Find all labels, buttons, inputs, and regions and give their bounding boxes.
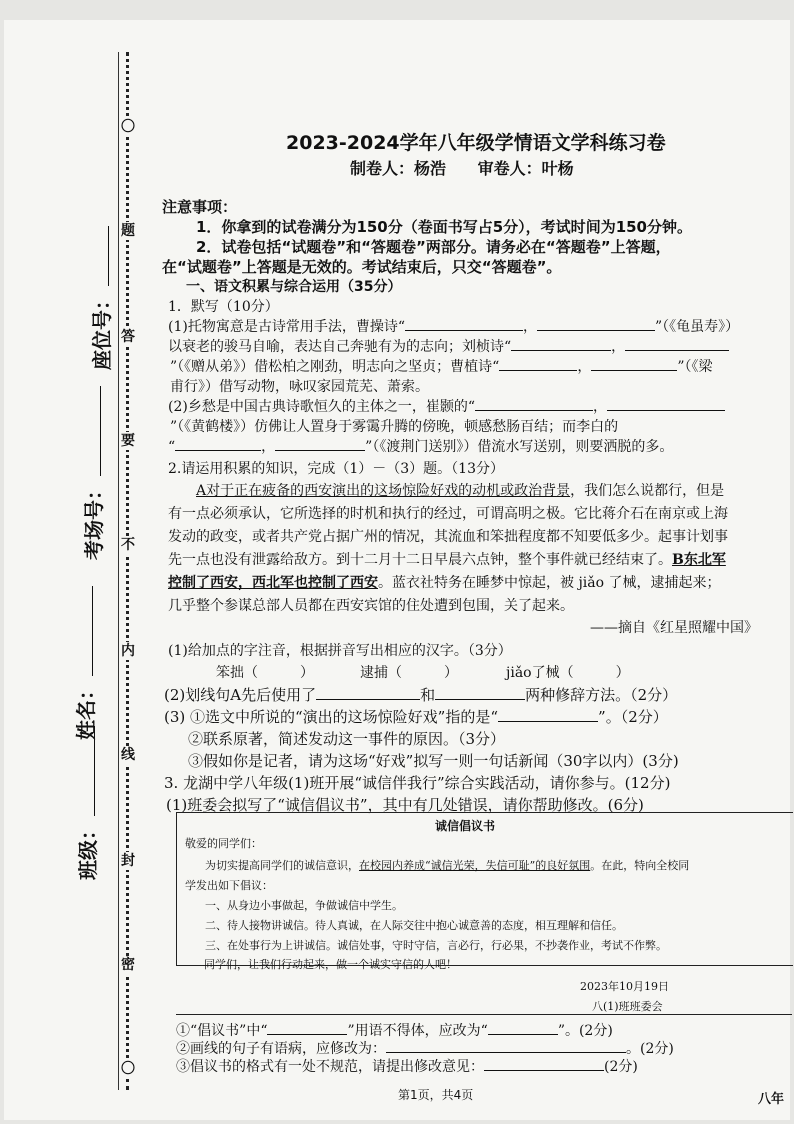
question-1-2-line-c: “ ， ”（《渡荆门送别》）借流水写送别，则要洒脱的多。 [168,439,674,455]
passage-line-3: 发动的政变，或者共产党占据广州的情况，其流血和笨拙程度都不知要低多少。起事计划事 [168,529,728,545]
proposal-item-2: 二、待人接物讲诚信。待人真诚，在人际交往中抱心诚意善的态度，相互理解和信任。 [205,919,623,932]
proposal-item-3: 三、在处事行为上讲诚信。诚信处事，守时守信，言必行，行必果，不抄袭作业，考试不作弊。 [205,939,667,952]
spine-char: 密 [121,957,135,973]
passage-line-4: 先一点也没有泄露给敌方。到十二月十二日早晨六点钟，整个事件就已经结束了。B东北军 [168,552,726,568]
exam-authors [350,156,600,179]
question-2-2: (2)划线句A先后使用了 和 两种修辞方法。（2分） [164,686,678,704]
proposal-intro: 为切实提高同学们的诚信意识，在校园内养成“诚信光荣，失信可耻”的良好氛围。在此，特向全校同 [205,859,690,872]
proposal-signer: 八(1)班班委会 [592,1000,663,1013]
page-number: 第1页，共4页 [398,1088,474,1102]
passage-line-2: 有一点必须承认，它所选择的时机和执行的经过，可谓高明之极。它比蒋介石在南京或上海 [168,506,728,522]
proposal-box [176,812,793,966]
reviewer-label: 审卷人：叶杨 [477,159,574,178]
word-1: 笨拙（ ） [216,665,314,681]
section-heading: 一、语文积累与综合运用（35分） [186,279,402,295]
seat-number-label: 座位号： [86,226,115,370]
question-1-2-line-b: ”（《黄鹤楼》）仿佛让人置身于雾霭升腾的傍晚，顿感愁肠百结；而李白的 [170,419,619,435]
question-2-3-b: ②联系原著，简述发动这一事件的原因。（3分） [188,730,506,748]
passage-line-5: 控制了西安，西北军也控制了西安。蓝衣社特务在睡梦中惊起，被 jiǎo 了械，逮捕起来； [168,575,721,591]
page-title: 2023-2024学年八年级学情语文学科练习卷 [286,132,666,154]
passage-line-1: A对于正在疲备的西安演出的这场惊险好戏的动机或政治背景，我们怎么说都行，但是 [196,483,725,499]
corner-text: 八年 [758,1092,785,1107]
spine-char: 线 [121,747,135,763]
notice-item-1: 1．你拿到的试卷满分为150分（卷面书写占5分），考试时间为150分钟。 [196,218,692,236]
question-2-3-c: ③假如你是记者，请为这场“好戏”拟写一则一句话新闻（30字以内）(3分) [188,752,679,770]
name-label: 姓名： [70,586,99,740]
question-3-1-a: ①“倡议书”中“ ”用语不得体，应改为“ ”。(2分) [176,1023,613,1039]
proposal-date: 2023年10月19日 [580,980,669,993]
spine-char: 不 [121,537,135,553]
notice-heading: 注意事项： [162,198,238,216]
word-2: 逮捕（ ） [360,665,458,681]
proposal-closing: 同学们，让我们行动起来，做一个诚实守信的人吧！ [204,958,457,971]
notice-item-2-cont: 在“试题卷”上答题是无效的。考试结束后，只交“答题卷”。 [162,258,562,276]
spine-char: 答 [121,329,135,345]
question-1-2-line-a: (2)乡愁是中国古典诗歌恒久的主体之一，崔颢的“ ， [168,396,725,416]
spine-char: 〇 [121,119,135,135]
spine-char: 〇 [121,1061,135,1077]
question-1-1-line-c: ”（《赠从弟》）借松柏之刚劲，明志向之坚贞；曹植诗“ ， ”（《梁 [170,359,713,375]
spine-char: 题 [121,223,135,239]
spine-dots [126,52,129,1090]
passage-source: ——摘自《红星照耀中国》 [590,620,758,636]
question-3: 3. 龙湖中学八年级(1)班开展“诚信伴我行”综合实践活动，请你参与。(12分) [164,774,671,792]
spine-char: 内 [121,643,135,659]
proposal-intro-cont: 学发出如下倡议： [185,879,273,892]
question-3-1-b: ②画线的句子有语病，应修改为： 。(2分) [176,1041,674,1057]
spine-rule [118,52,119,1090]
passage-line-6: 几乎整个参谋总部人员都在西安宾馆的住处遭到包围，关了起来。 [168,598,574,614]
word-3: jiǎo了械（ ） [506,665,630,681]
spine-char: 封 [121,853,135,869]
notice-item-2: 2．试卷包括“试题卷”和“答题卷”两部分。请务必在“答题卷”上答题， [196,238,671,256]
question-3-1: (1)班委会拟写了“诚信倡议书”，其中有几处错误，请你帮助修改。(6分) [166,796,644,814]
proposal-box-bottom [176,1014,792,1015]
proposal-greeting: 敬爱的同学们： [185,837,262,850]
question-2-3-a: (3) ①选文中所说的“演出的这场惊险好戏”指的是“ ”。（2分） [164,708,668,726]
question-1-1-line-b: 以衰老的骏马自喻，表达自己奔驰有为的志向；刘桢诗“ ， [168,336,729,356]
question-1-1-line-d: 甫行》）借写动物，咏叹家园荒芜、萧索。 [170,379,429,395]
room-number-label: 考场号： [78,386,107,560]
proposal-title: 诚信倡议书 [435,819,496,833]
question-3-1-c: ③倡议书的格式有一处不规范，请提出修改意见： (2分) [176,1059,638,1075]
proposal-item-1: 一、从身边小事做起，争做诚信中学生。 [205,899,403,912]
maker-label: 制卷人：杨浩 [350,159,447,178]
question-2-1: (1)给加点的字注音，根据拼音写出相应的汉字。（3分） [168,643,512,659]
question-1-1-line-a: (1)托物寓意是古诗常用手法，曹操诗“ ， ”（《龟虽寿》） [168,319,740,335]
question-1: 1．默写（10分） [168,299,279,315]
binding-line [118,52,138,1090]
class-label: 班级： [72,726,101,880]
spine-char: 要 [121,433,135,449]
question-2: 2.请运用积累的知识，完成（1）－（3）题。（13分） [168,461,504,477]
